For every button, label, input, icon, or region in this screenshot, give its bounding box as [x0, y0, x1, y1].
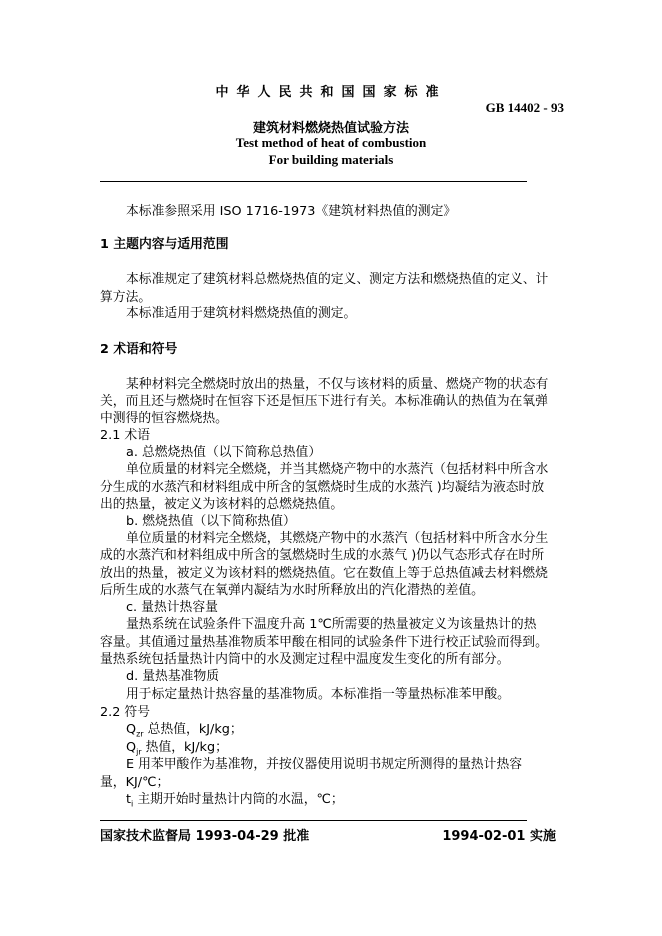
- footer-divider: [100, 820, 527, 821]
- section1-paragraph2: 本标准适用于建筑材料燃烧热值的测定。: [126, 306, 357, 321]
- term-b-line1: 单位质量的材料完全燃烧，其燃烧产物中的水蒸汽（包括材料中所含水分生: [126, 531, 549, 546]
- symbol-ti: [126, 791, 344, 814]
- symbol-ti-definition: 主期开始时量热计内筒的水温，℃；: [133, 792, 344, 807]
- term-d-title: d. 量热基准物质: [126, 669, 220, 684]
- symbol-ti-subscript: i: [131, 799, 134, 809]
- section2-heading: 2 术语和符号: [100, 342, 178, 357]
- implementation-date: 1994-02-01 实施: [442, 829, 556, 844]
- symbol-qjr-letter: Q: [126, 740, 137, 755]
- document-title-cn: 建筑材料燃烧热值试验方法: [252, 121, 409, 136]
- term-b-title: b. 燃烧热值（以下简称热值）: [126, 514, 296, 529]
- document-title-en-line2: For building materials: [268, 152, 394, 167]
- section2-paragraph-line1: 某种材料完全燃烧时放出的热量，不仅与该材料的质量、燃烧产物的状态有: [126, 377, 549, 392]
- symbol-e-line2: 量，KJ/℃；: [100, 775, 170, 790]
- term-c-line1: 量热系统在试验条件下温度升高 1℃所需要的热量被定义为该量热计的热: [126, 617, 537, 632]
- symbol-qzr-definition: 总热值，kJ/kg；: [143, 722, 243, 737]
- term-a-title: a. 总燃烧热值（以下简称总热值）: [126, 445, 322, 460]
- term-c-line2: 容量。其值通过量热基准物质苯甲酸在相同的试验条件下进行校正试验而得到。: [100, 635, 548, 650]
- standard-code: GB 14402 - 93: [485, 100, 564, 115]
- term-a-line2: 分生成的水蒸汽和材料组成中所含的氢燃烧时生成的水蒸汽 )均凝结为液态时放: [100, 480, 545, 495]
- subsection-2-1-heading: 2.1 术语: [100, 428, 151, 443]
- term-a-line1: 单位质量的材料完全燃烧，并当其燃烧产物中的水蒸汽（包括材料中所含水: [126, 462, 549, 477]
- approval-info: 国家技术监督局 1993-04-29 批准: [100, 829, 310, 844]
- section1-paragraph1-line2: 算方法。: [100, 290, 152, 305]
- section2-paragraph-line2: 关，而且还与燃烧时在恒容下还是恒压下进行有关。本标准确认的热值为在氧弹: [100, 394, 548, 409]
- term-b-line3: 放出的热量，被定义为该材料的燃烧热值。它在数值上等于总热值减去材料燃烧: [100, 566, 548, 581]
- symbol-qzr-subscript: zr: [136, 729, 144, 739]
- term-b-line4: 后所生成的水蒸气在氧弹内凝结为水时所释放出的汽化潜热的差值。: [100, 583, 484, 598]
- symbol-e-line1: E 用苯甲酸作为基准物，并按仪器使用说明书规定所测得的量热计热容: [126, 757, 523, 772]
- intro-text: 本标准参照采用 ISO 1716-1973《建筑材料热值的测定》: [126, 204, 457, 219]
- document-title-en-line1: Test method of heat of combustion: [235, 135, 427, 150]
- term-c-line3: 量热系统包括量热计内筒中的水及测定过程中温度发生变化的所有部分。: [100, 652, 510, 667]
- symbol-ti-letter: t: [126, 792, 132, 807]
- header-divider: [100, 181, 527, 182]
- symbol-qzr-letter: Q: [126, 722, 137, 737]
- section1-paragraph1-line1: 本标准规定了建筑材料总燃烧热值的定义、测定方法和燃烧热值的定义、计: [126, 272, 549, 287]
- term-d-line1: 用于标定量热计热容量的基准物质。本标准指一等量热标准苯甲酸。: [126, 687, 510, 702]
- national-standard-title: 中华人民共和国国家标准: [215, 85, 447, 100]
- section1-heading: 1 主题内容与适用范围: [100, 237, 229, 252]
- symbol-qjr-definition: 热值，kJ/kg；: [141, 740, 228, 755]
- symbol-qjr-subscript: jr: [136, 747, 142, 757]
- term-b-line2: 成的水蒸汽和材料组成中所含的氢燃烧时生成的水蒸气 )仍以气态形式存在时所: [100, 548, 545, 563]
- subsection-2-2-heading: 2.2 符号: [100, 705, 151, 720]
- term-c-title: c. 量热计热容量: [126, 600, 218, 615]
- section2-paragraph-line3: 中测得的恒容燃烧热。: [100, 411, 228, 426]
- term-a-line3: 出的热量，被定义为该材料的总燃烧热值。: [100, 497, 344, 512]
